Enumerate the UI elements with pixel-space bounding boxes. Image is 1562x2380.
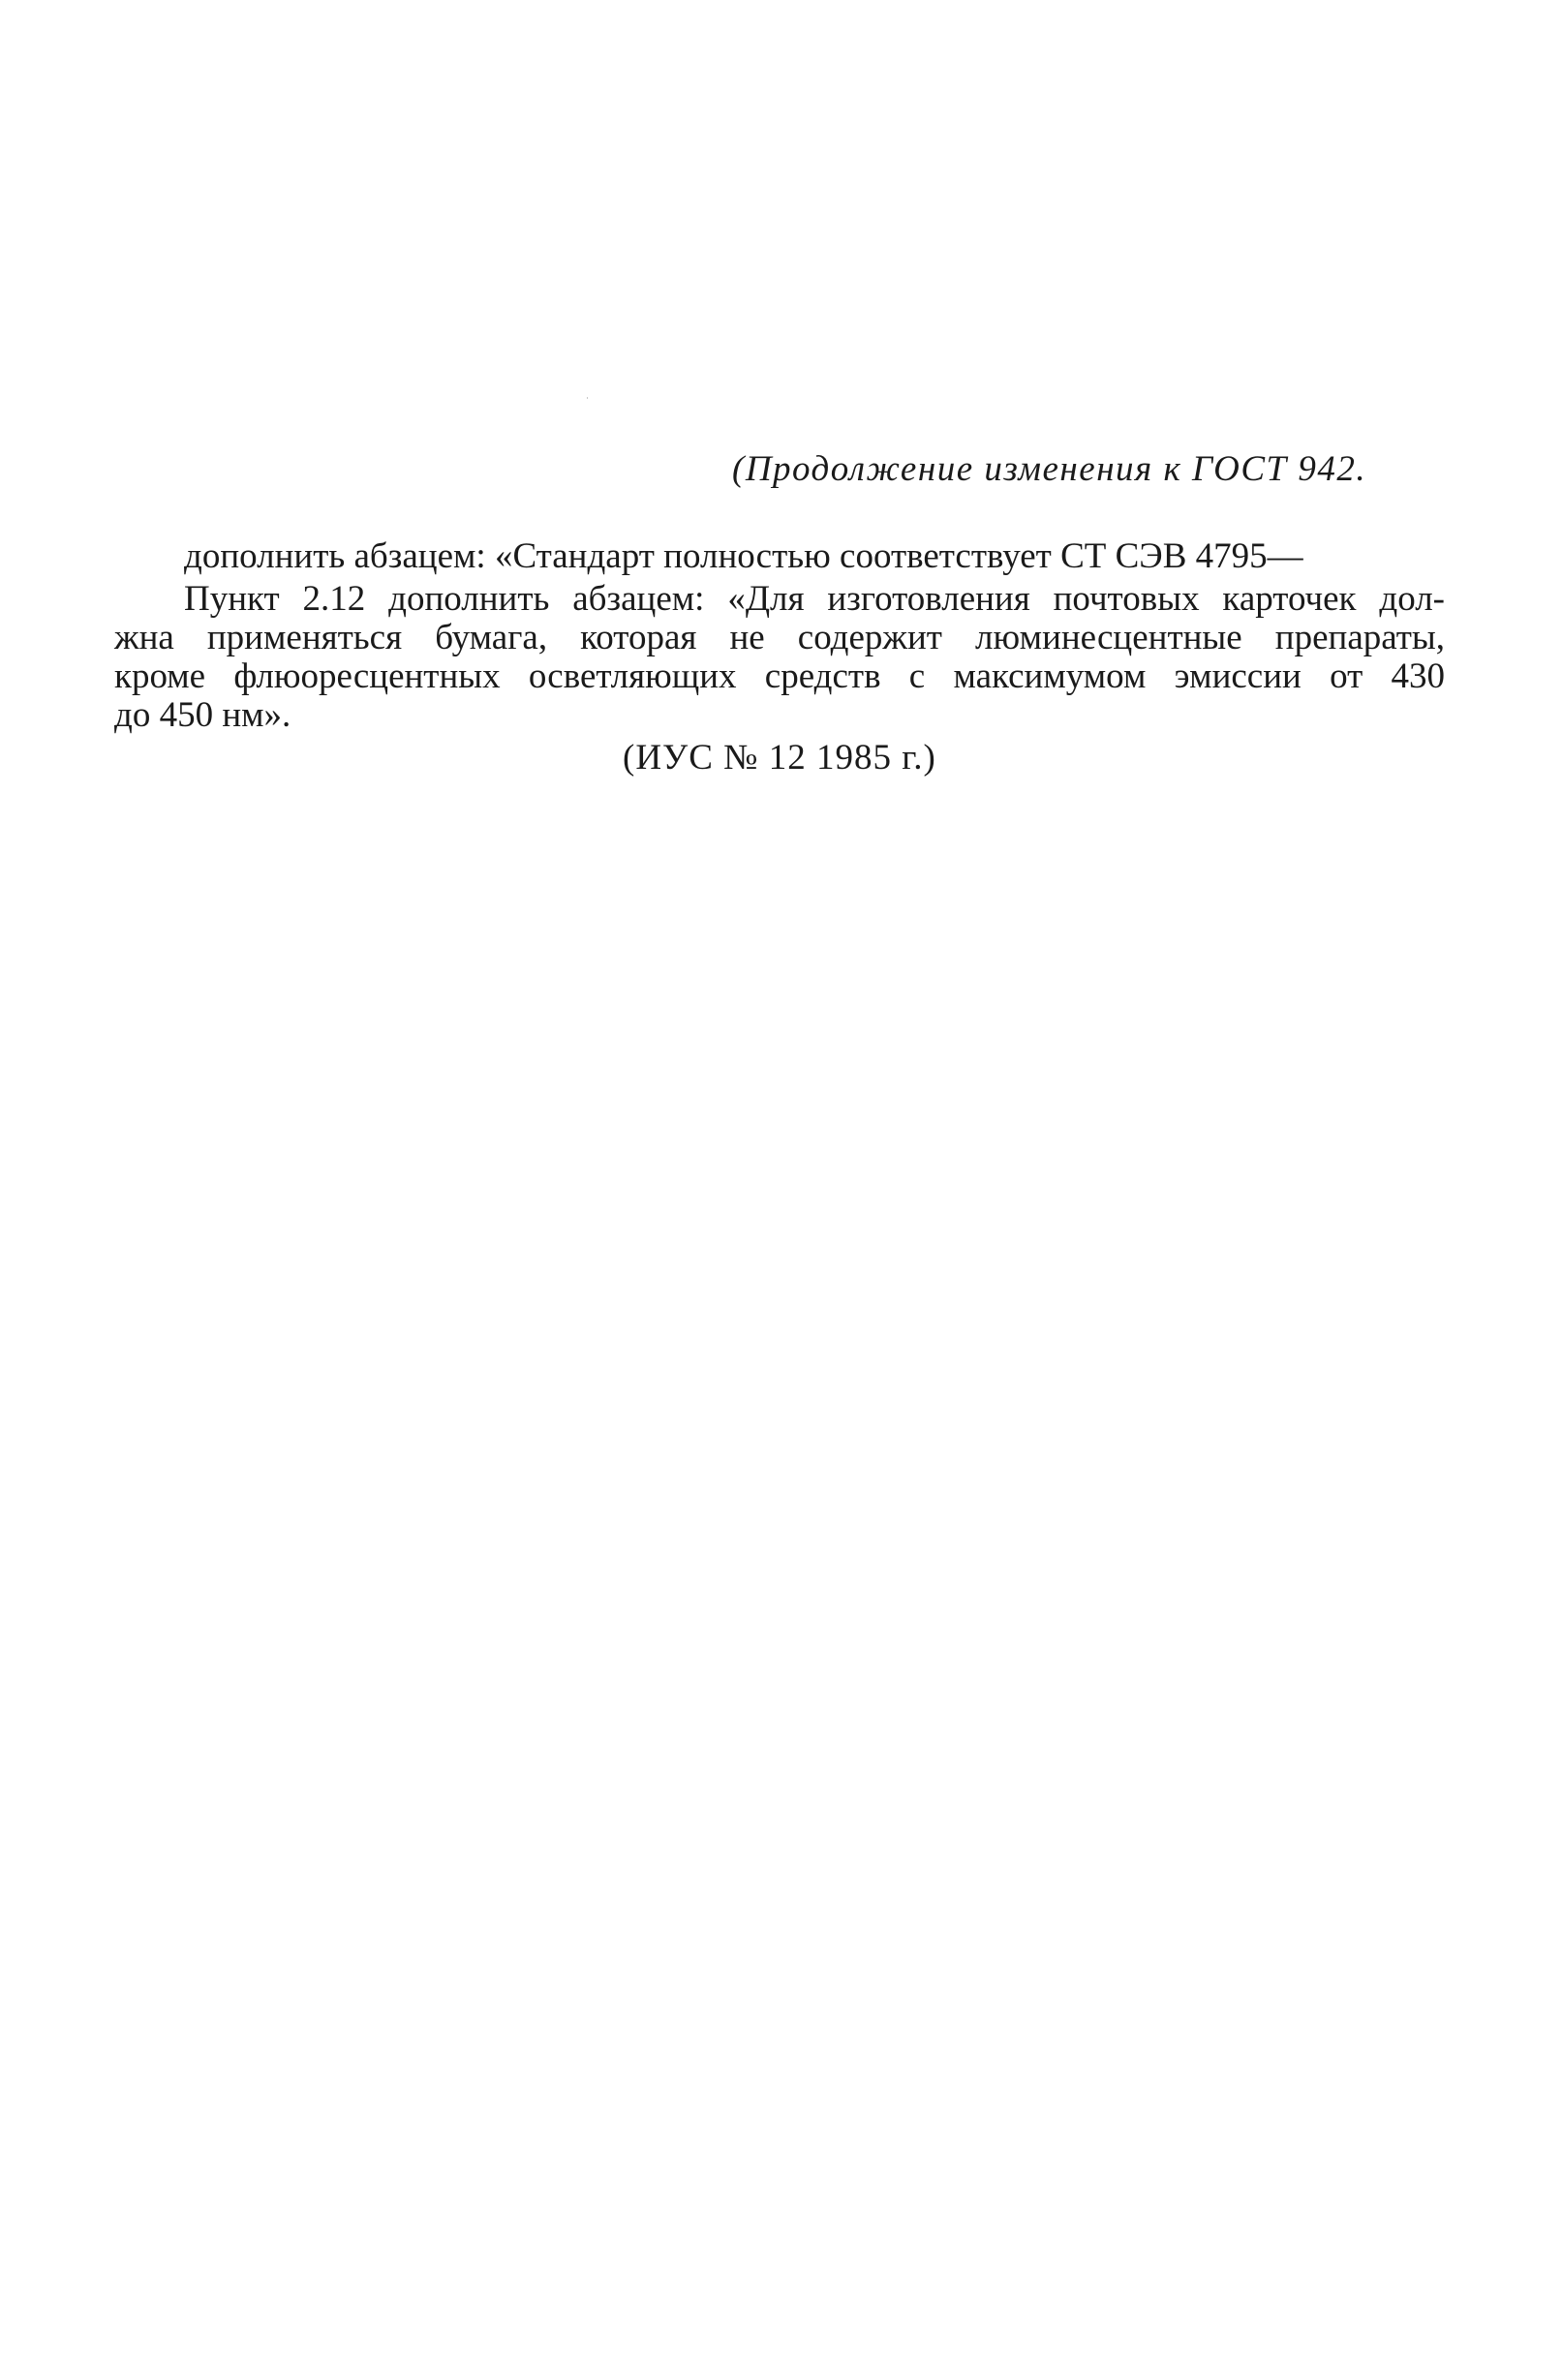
continuation-header: (Продолжение изменения к ГОСТ 942. (732, 449, 1367, 489)
source-reference: (ИУС № 12 1985 г.) (623, 738, 936, 778)
text-line-4: кроме флюоресцентных осветляющих средств с максимумом эмиссии от 430 (114, 656, 1445, 696)
text-line-2: Пункт 2.12 дополнить абзацем: «Для изготовления почтовых карточек дол- (184, 579, 1445, 619)
scan-speck (587, 397, 588, 399)
text-line-3: жна применяться бумага, которая не содержит люминесцентные препараты, (114, 618, 1445, 657)
text-line-1: дополнить абзацем: «Стандарт полностью соответствует СТ СЭВ 4795— (184, 536, 1303, 576)
text-line-5: до 450 нм». (114, 695, 291, 735)
